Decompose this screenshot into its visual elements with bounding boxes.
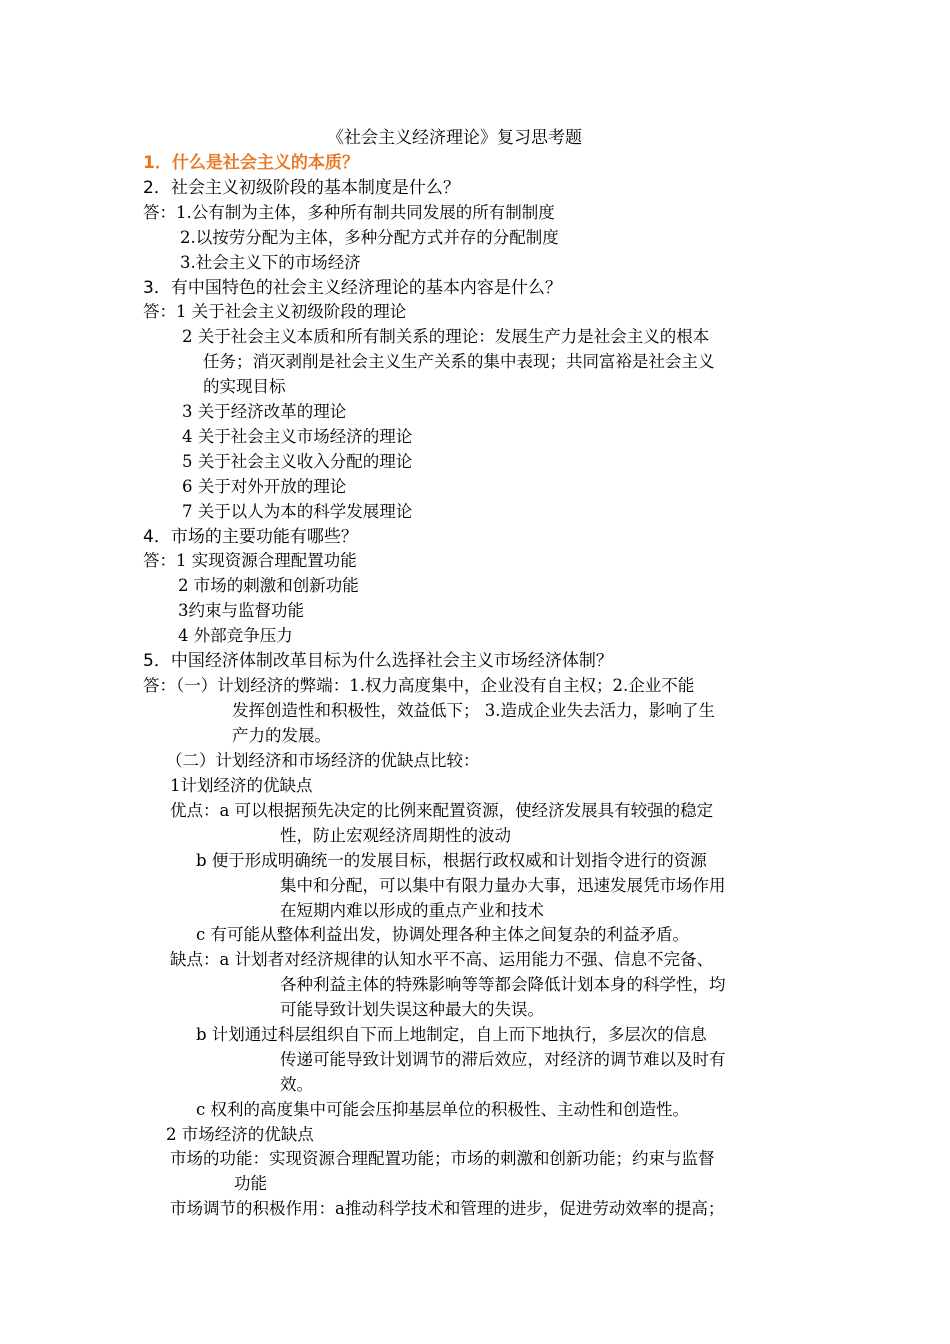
- answer-4-line: 3约束与监督功能: [178, 601, 304, 620]
- answer-5-line: 传递可能导致计划调节的滞后效应，对经济的调节难以及时有: [280, 1050, 726, 1069]
- question-3: 3．有中国特色的社会主义经济理论的基本内容是什么？: [143, 278, 562, 298]
- answer-5-line: 可能导致计划失误这种最大的失误。: [280, 1000, 544, 1019]
- answer-5-line: 效。: [280, 1075, 313, 1094]
- answer-5-line: 发挥创造性和积极性，效益低下； 3.造成企业失去活力，影响了生: [232, 701, 715, 720]
- answer-3-line: 答：1 关于社会主义初级阶段的理论: [143, 302, 407, 321]
- question-2: 2．社会主义初级阶段的基本制度是什么？: [143, 178, 460, 198]
- answer-5-line: b 计划通过科层组织自下而上地制定，自上而下地执行，多层次的信息: [196, 1025, 707, 1044]
- answer-3-line: 3 关于经济改革的理论: [182, 402, 347, 421]
- answer-5-line: 产力的发展。: [232, 726, 331, 745]
- answer-5-line: c 有可能从整体利益出发，协调处理各种主体之间复杂的利益矛盾。: [196, 925, 689, 944]
- answer-5-line: 市场的功能：实现资源合理配置功能；市场的刺激和创新功能；约束与监督: [170, 1149, 715, 1168]
- answer-5-line: 缺点：a 计划者对经济规律的认知水平不高、运用能力不强、信息不完备、: [170, 950, 714, 969]
- answer-5-line: 性，防止宏观经济周期性的波动: [280, 826, 511, 845]
- question-5: 5．中国经济体制改革目标为什么选择社会主义市场经济体制？: [143, 651, 613, 671]
- answer-2-line: 答：1.公有制为主体，多种所有制共同发展的所有制制度: [143, 203, 555, 222]
- answer-3-line: 任务；消灭剥削是社会主义生产关系的集中表现；共同富裕是社会主义: [203, 352, 715, 371]
- answer-5-line: 市场调节的积极作用：a推动科学技术和管理的进步，促进劳动效率的提高；: [170, 1199, 725, 1218]
- question-4: 4．市场的主要功能有哪些？: [143, 527, 358, 547]
- answer-3-line: 6 关于对外开放的理论: [182, 477, 347, 496]
- answer-3-line: 的实现目标: [203, 377, 286, 396]
- answer-3-line: 4 关于社会主义市场经济的理论: [182, 427, 413, 446]
- answer-5-line: 各种利益主体的特殊影响等等都会降低计划本身的科学性，均: [280, 975, 726, 994]
- answer-2-line: 3.社会主义下的市场经济: [180, 253, 361, 272]
- answer-3-line: 2 关于社会主义本质和所有制关系的理论：发展生产力是社会主义的根本: [182, 327, 710, 346]
- answer-5-line: （二）计划经济和市场经济的优缺点比较：: [166, 751, 480, 770]
- answer-5-line: 答：（一）计划经济的弊端：1.权力高度集中，企业没有自主权；2.企业不能: [143, 676, 695, 695]
- answer-4-line: 2 市场的刺激和创新功能: [178, 576, 359, 595]
- answer-5-line: 集中和分配，可以集中有限力量办大事，迅速发展凭市场作用: [280, 876, 726, 895]
- answer-5-line: c 权利的高度集中可能会压抑基层单位的积极性、主动性和创造性。: [196, 1100, 689, 1119]
- answer-3-line: 7 关于以人为本的科学发展理论: [182, 502, 413, 521]
- answer-5-line: 1计划经济的优缺点: [170, 776, 313, 795]
- answer-4-line: 4 外部竞争压力: [178, 626, 293, 645]
- answer-2-line: 2.以按劳分配为主体，多种分配方式并存的分配制度: [180, 228, 559, 247]
- document-title: 《社会主义经济理论》复习思考题: [327, 128, 582, 148]
- answer-5-line: 在短期内难以形成的重点产业和技术: [280, 901, 544, 920]
- answer-3-line: 5 关于社会主义收入分配的理论: [182, 452, 413, 471]
- answer-5-line: b 便于形成明确统一的发展目标，根据行政权威和计划指令进行的资源: [196, 851, 707, 870]
- question-1: 1．什么是社会主义的本质？: [143, 153, 359, 173]
- answer-4-line: 答：1 实现资源合理配置功能: [143, 551, 357, 570]
- answer-5-line: 2 市场经济的优缺点: [166, 1125, 314, 1144]
- answer-5-line: 功能: [234, 1174, 267, 1193]
- answer-5-line: 优点：a 可以根据预先决定的比例来配置资源，使经济发展具有较强的稳定: [170, 801, 714, 820]
